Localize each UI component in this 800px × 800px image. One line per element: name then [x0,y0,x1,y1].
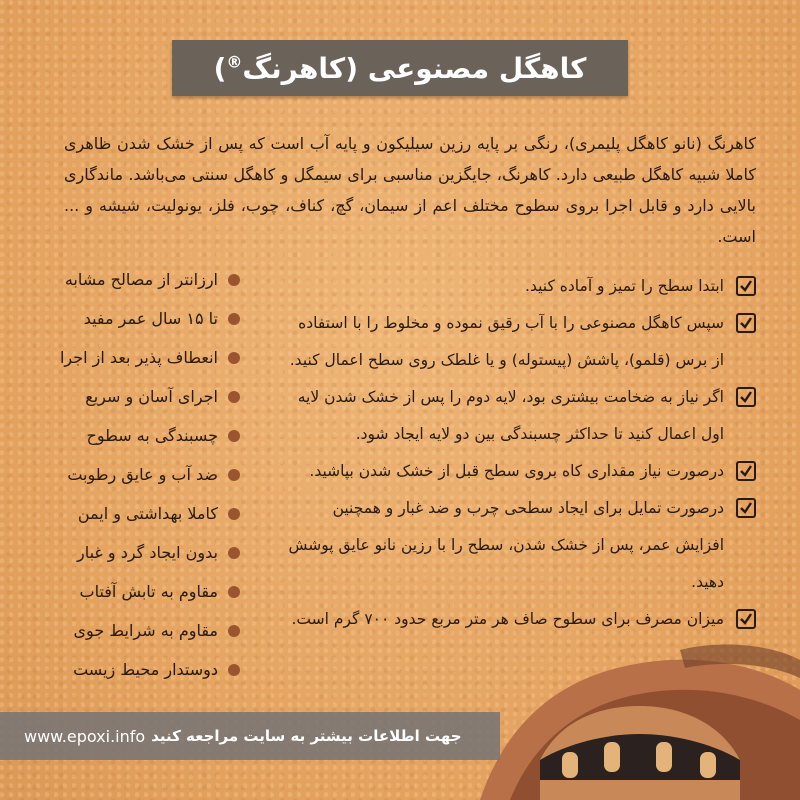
benefit-item: چسبندگی به سطوح [40,416,240,455]
bullet-dot-icon [228,664,240,676]
benefits-list [40,260,240,689]
bullet-dot-icon [228,469,240,481]
bullet-dot-icon [228,313,240,325]
footer-bar [0,712,500,760]
step-item: میزان مصرف برای سطوح صاف هر متر مربع حدود ۷۰۰ گرم است. [288,601,756,638]
step-item: سپس کاهگل مصنوعی را با آب رقیق نموده و مخلوط را با استفاده از برس (قلمو)، پاشش (پیستوله) و یا غلطک روی سطح اعمال کنید. [288,305,756,379]
benefit-item: مقاوم به تابش آفتاب [40,572,240,611]
checkbox-icon [736,461,756,481]
checkbox-icon [736,387,756,407]
checkbox-icon [736,609,756,629]
bullet-dot-icon [228,586,240,598]
bullet-dot-icon [228,352,240,364]
page-title: کاهگل مصنوعی (کاهرنگ®) [213,51,587,85]
step-item: اگر نیاز به ضخامت بیشتری بود، لایه دوم را پس از خشک شدن لایه اول اعمال کنید تا حداکثر چسبندگی بین دو لایه ایجاد شود. [288,379,756,453]
benefit-item: مقاوم به شرایط جوی [40,611,240,650]
bullet-dot-icon [228,625,240,637]
benefit-item: تا ۱۵ سال عمر مفید [40,299,240,338]
website-link[interactable]: www.epoxi.info [24,726,146,746]
step-item: ابتدا سطح را تمیز و آماده کنید. [288,268,756,305]
step-item: درصورت تمایل برای ایجاد سطحی چرب و ضد غبار و همچنین افزایش عمر، پس از خشک شدن، سطح را با رزین نانو عایق پوشش دهید. [288,490,756,601]
checkbox-icon [736,313,756,333]
registered-mark: ® [226,52,243,72]
benefit-item: ضد آب و عایق رطوبت [40,455,240,494]
benefit-item: کاملا بهداشتی و ایمن [40,494,240,533]
application-steps [288,268,756,638]
intro-paragraph: کاهرنگ (نانو کاهگل پلیمری)، رنگی بر پایه رزین سیلیکون و پایه آب است که پس از خشک شدن ظاهری کاملا شبیه کاهگل طبیعی دارد. کاهرنگ، جایگزین مناسبی برای سیمگل و کاهگل سنتی می‌باشد. ماندگاری بالایی دارد و قابل اجرا بروی سطوح مختلف اعم از سیمان، گچ، کناف، چوب، فلز، یونولیت، شیشه و ... است. [64,134,756,246]
bullet-dot-icon [228,508,240,520]
checkbox-icon [736,498,756,518]
benefit-item: دوستدار محیط زیست [40,650,240,689]
bullet-dot-icon [228,430,240,442]
bullet-dot-icon [228,274,240,286]
bullet-dot-icon [228,547,240,559]
step-item: درصورت نیاز مقداری کاه بروی سطح قبل از خشک شدن بپاشید. [288,453,756,490]
adobe-building-illustration [480,630,800,800]
bullet-dot-icon [228,391,240,403]
footer-text: جهت اطلاعات بیشتر به سایت مراجعه کنید [151,727,462,745]
benefit-item: بدون ایجاد گرد و غبار [40,533,240,572]
benefit-item: انعطاف پذیر بعد از اجرا [40,338,240,377]
benefit-item: ارزانتر از مصالح مشابه [40,260,240,299]
checkbox-icon [736,276,756,296]
benefit-item: اجرای آسان و سریع [40,377,240,416]
title-banner [172,40,628,96]
